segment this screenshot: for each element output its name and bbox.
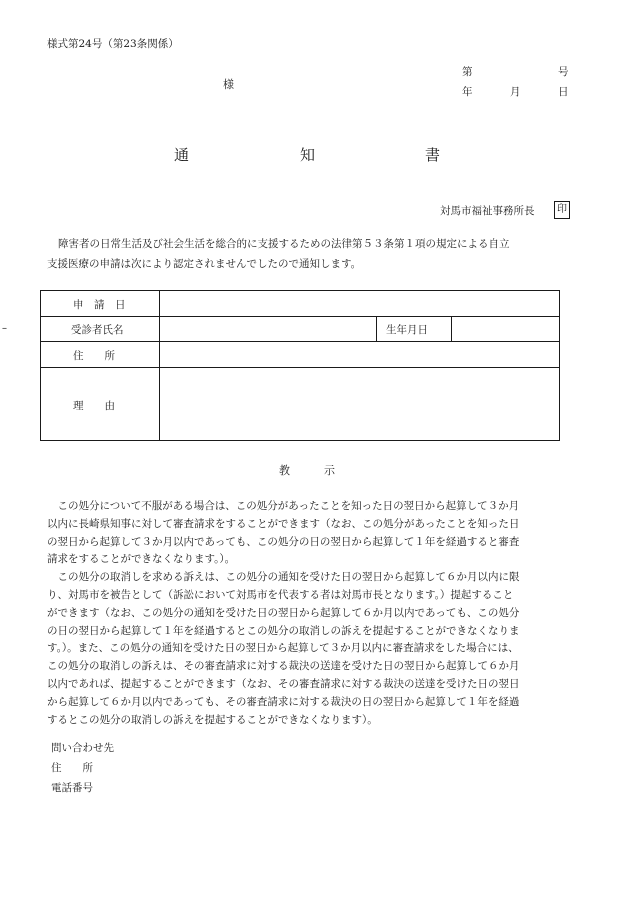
seal-stamp: 印 xyxy=(554,201,570,219)
address-label: 住 所 xyxy=(73,350,115,362)
patient-name-label: 受診者氏名 xyxy=(71,324,124,336)
instruction-line: するとこの処分の取消しの訴えを提起することができなくなります）。 xyxy=(47,713,378,726)
date-day-label: 日 xyxy=(558,86,569,98)
instruction-heading-char-1: 教 xyxy=(279,464,290,477)
instruction-line: から起算して６か月以内であっても、その審査請求に対する裁決の日の翌日から起算して１年を経過 xyxy=(47,695,520,708)
number-prefix: 第 xyxy=(462,66,473,78)
document-title xyxy=(0,144,630,166)
title-char-3: 書 xyxy=(425,146,441,164)
birth-date-label: 生年月日 xyxy=(386,324,428,336)
instruction-line: 以内であれば、提起することができます（なお、その審査請求に対する裁決の送達を受けた日の翌日 xyxy=(47,677,520,690)
instruction-heading-char-2: 示 xyxy=(324,464,335,477)
instruction-line: 以内に長崎県知事に対して審査請求をすることができます（なお、この処分があったことを知った日 xyxy=(47,517,520,530)
intro-line: 障害者の日常生活及び社会生活を総合的に支援するための法律第５３条第１項の規定による自立 xyxy=(58,238,510,250)
instruction-line: 請求をすることができなくなります。）。 xyxy=(47,553,236,566)
table-column-divider xyxy=(376,316,377,341)
instruction-line: ができます（なお、この処分の通知を受けた日の翌日から起算して６か月以内であっても、この処分 xyxy=(47,606,520,619)
instruction-line: す。）。また、この処分の通知を受けた日の翌日から起算して３か月以内に審査請求をした場合には、 xyxy=(47,642,519,655)
table-column-divider xyxy=(451,316,452,341)
number-suffix: 号 xyxy=(558,66,569,78)
issuer-name: 対馬市福祉事務所長 xyxy=(440,205,535,217)
instruction-line: の日の翌日から起算して１年を経過するとこの処分の取消しの訴えを提起することができなくなりま xyxy=(47,624,520,637)
intro-paragraph xyxy=(47,234,577,274)
table-row-divider xyxy=(41,316,559,317)
contact-heading: 問い合わせ先 xyxy=(51,742,114,754)
instruction-body xyxy=(47,498,571,729)
document-date-line xyxy=(462,84,568,98)
addressee-honorific: 様 xyxy=(223,78,234,91)
title-char-1: 通 xyxy=(174,146,190,164)
application-date-label: 申 請 日 xyxy=(73,299,126,311)
info-table xyxy=(40,290,560,441)
title-char-2: 知 xyxy=(300,146,316,164)
intro-line: 支援医療の申請は次により認定されませんでしたので通知します。 xyxy=(47,258,362,270)
table-row-divider xyxy=(41,341,559,342)
instruction-heading xyxy=(0,462,630,478)
form-number: 様式第24号（第23条関係） xyxy=(47,38,179,50)
date-month-label: 月 xyxy=(510,86,521,98)
table-column-divider xyxy=(159,291,160,440)
instruction-line: り、対馬市を被告として（訴訟において対馬市を代表する者は対馬市長となります。）提起すること xyxy=(47,588,514,601)
date-year-label: 年 xyxy=(462,86,473,98)
table-row-divider xyxy=(41,367,559,368)
reason-label: 理 由 xyxy=(73,400,115,412)
instruction-line: この処分の取消しを求める訴えは、この処分の通知を受けた日の翌日から起算して６か月以内に限 xyxy=(47,571,520,584)
margin-mark: – xyxy=(2,323,7,334)
instruction-line: この処分について不服がある場合は、この処分があったことを知った日の翌日から起算して３か月 xyxy=(47,500,520,512)
instruction-line: の翌日から起算して３か月以内であっても、この処分の日の翌日から起算して１年を経過すると審査 xyxy=(47,535,520,548)
document-number-line xyxy=(462,64,568,78)
instruction-line: この処分の取消しの訴えは、その審査請求に対する裁決の送達を受けた日の翌日から起算して６か月 xyxy=(47,660,520,673)
contact-block xyxy=(51,738,114,798)
contact-phone-label: 電話番号 xyxy=(51,782,93,794)
contact-address-label: 住 所 xyxy=(51,762,93,774)
